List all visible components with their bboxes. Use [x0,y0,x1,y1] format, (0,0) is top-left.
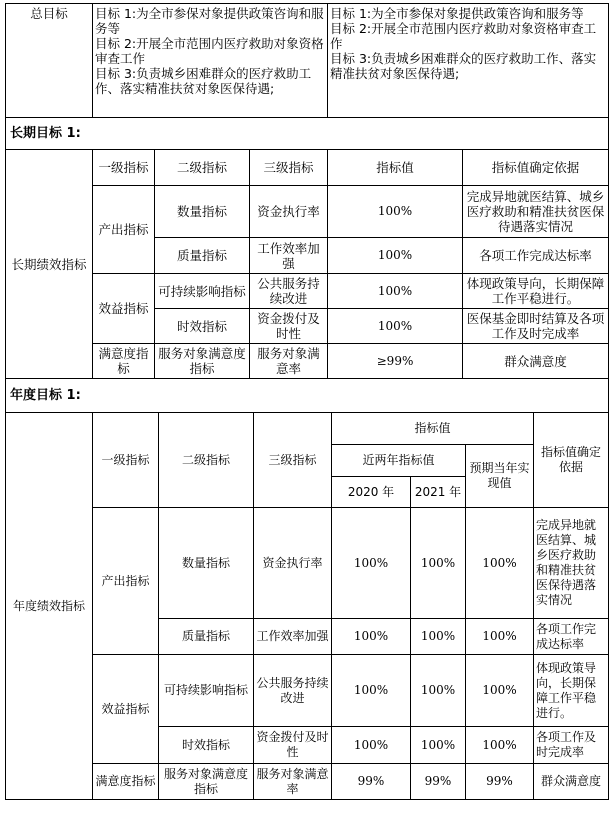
an-basis: 各项工作及时完成率 [534,727,609,764]
an-header-value: 指标值 [332,413,534,445]
an-2021: 100% [411,619,466,655]
an-expected: 99% [466,764,534,800]
an-2020: 100% [332,508,411,619]
lt-level3: 工作效率加强 [250,238,328,274]
an-group-output: 产出指标 [93,508,159,655]
lt-basis: 完成异地就医结算、城乡医疗救助和精准扶贫医保待遇落实情况 [463,186,609,238]
an-basis: 各项工作完成达标率 [534,619,609,655]
annual-section-title: 年度目标 1: [6,379,609,413]
overall-goal-left: 目标 1:为全市参保对象提供政策咨询和服务等 目标 2:开展全市范围内医疗救助对象资格审查工作 目标 3:负责城乡困难群众的医疗救助工作、落实精准扶贫对象医保待遇; [93,4,328,118]
table-row [6,344,609,379]
annual-section-row [6,379,609,413]
long-term-section-row [6,118,609,150]
an-expected: 100% [466,655,534,727]
annual-header-row-1 [6,413,609,445]
table-row [6,274,609,309]
an-2021: 100% [411,655,466,727]
annual-row-label: 年度绩效指标 [6,413,93,800]
an-level3: 服务对象满意率 [254,764,332,800]
lt-header-level1: 一级指标 [93,150,155,186]
overall-goal-right: 目标 1:为全市参保对象提供政策咨询和服务等 目标 2:开展全市范围内医疗救助对象资格审查工作 目标 3:负责城乡困难群众的医疗救助工作、落实精准扶贫对象医保待遇; [328,4,609,118]
an-group-benefit: 效益指标 [93,655,159,764]
lt-level2: 可持续影响指标 [155,274,250,309]
an-2020: 100% [332,619,411,655]
table-row [6,508,609,619]
long-term-header-row [6,150,609,186]
an-2020: 99% [332,764,411,800]
lt-basis: 群众满意度 [463,344,609,379]
an-2020: 100% [332,655,411,727]
an-group-satisfaction: 满意度指标 [93,764,159,800]
long-term-section-title: 长期目标 1: [6,118,609,150]
lt-header-value: 指标值 [328,150,463,186]
an-2021: 100% [411,727,466,764]
lt-group-satisfaction: 满意度指标 [93,344,155,379]
lt-header-basis: 指标值确定依据 [463,150,609,186]
lt-basis: 各项工作完成达标率 [463,238,609,274]
an-header-2021: 2021 年 [411,477,466,508]
table-row [6,655,609,727]
lt-basis: 医保基金即时结算及各项工作及时完成率 [463,309,609,344]
lt-group-output: 产出指标 [93,186,155,274]
lt-level2: 服务对象满意度指标 [155,344,250,379]
an-level2: 数量指标 [159,508,254,619]
an-level2: 质量指标 [159,619,254,655]
an-header-level2: 二级指标 [159,413,254,508]
lt-header-level2: 二级指标 [155,150,250,186]
an-expected: 100% [466,619,534,655]
lt-level2: 质量指标 [155,238,250,274]
an-header-basis: 指标值确定依据 [534,413,609,508]
lt-value: ≥99% [328,344,463,379]
lt-level2: 时效指标 [155,309,250,344]
an-level2: 服务对象满意度指标 [159,764,254,800]
an-2020: 100% [332,727,411,764]
an-expected: 100% [466,727,534,764]
an-level2: 时效指标 [159,727,254,764]
lt-header-level3: 三级指标 [250,150,328,186]
annual-table [5,412,609,800]
long-term-table [5,3,609,413]
overall-goal-label: 总目标 [6,4,93,118]
lt-value: 100% [328,309,463,344]
lt-level2: 数量指标 [155,186,250,238]
an-basis: 体现政策导向，长期保障工作平稳进行。 [534,655,609,727]
an-basis: 群众满意度 [534,764,609,800]
an-header-level1: 一级指标 [93,413,159,508]
an-2021: 100% [411,508,466,619]
an-level3: 工作效率加强 [254,619,332,655]
lt-level3: 资金拨付及时性 [250,309,328,344]
an-basis: 完成异地就医结算、城乡医疗救助和精准扶贫医保待遇落实情况 [534,508,609,619]
table-row [6,186,609,238]
an-header-2020: 2020 年 [332,477,411,508]
lt-value: 100% [328,274,463,309]
an-level3: 资金拨付及时性 [254,727,332,764]
lt-level3: 资金执行率 [250,186,328,238]
an-level3: 公共服务持续改进 [254,655,332,727]
an-expected: 100% [466,508,534,619]
table-row [6,764,609,800]
an-header-level3: 三级指标 [254,413,332,508]
an-header-expected: 预期当年实现值 [466,445,534,508]
lt-level3: 服务对象满意率 [250,344,328,379]
an-header-recent: 近两年指标值 [332,445,466,477]
an-level2: 可持续影响指标 [159,655,254,727]
lt-basis: 体现政策导向，长期保障工作平稳进行。 [463,274,609,309]
lt-value: 100% [328,238,463,274]
an-2021: 99% [411,764,466,800]
long-term-row-label: 长期绩效指标 [6,150,93,379]
lt-value: 100% [328,186,463,238]
lt-level3: 公共服务持续改进 [250,274,328,309]
lt-group-benefit: 效益指标 [93,274,155,344]
performance-table-wrapper [5,3,608,800]
overall-goal-row [6,4,609,118]
an-level3: 资金执行率 [254,508,332,619]
